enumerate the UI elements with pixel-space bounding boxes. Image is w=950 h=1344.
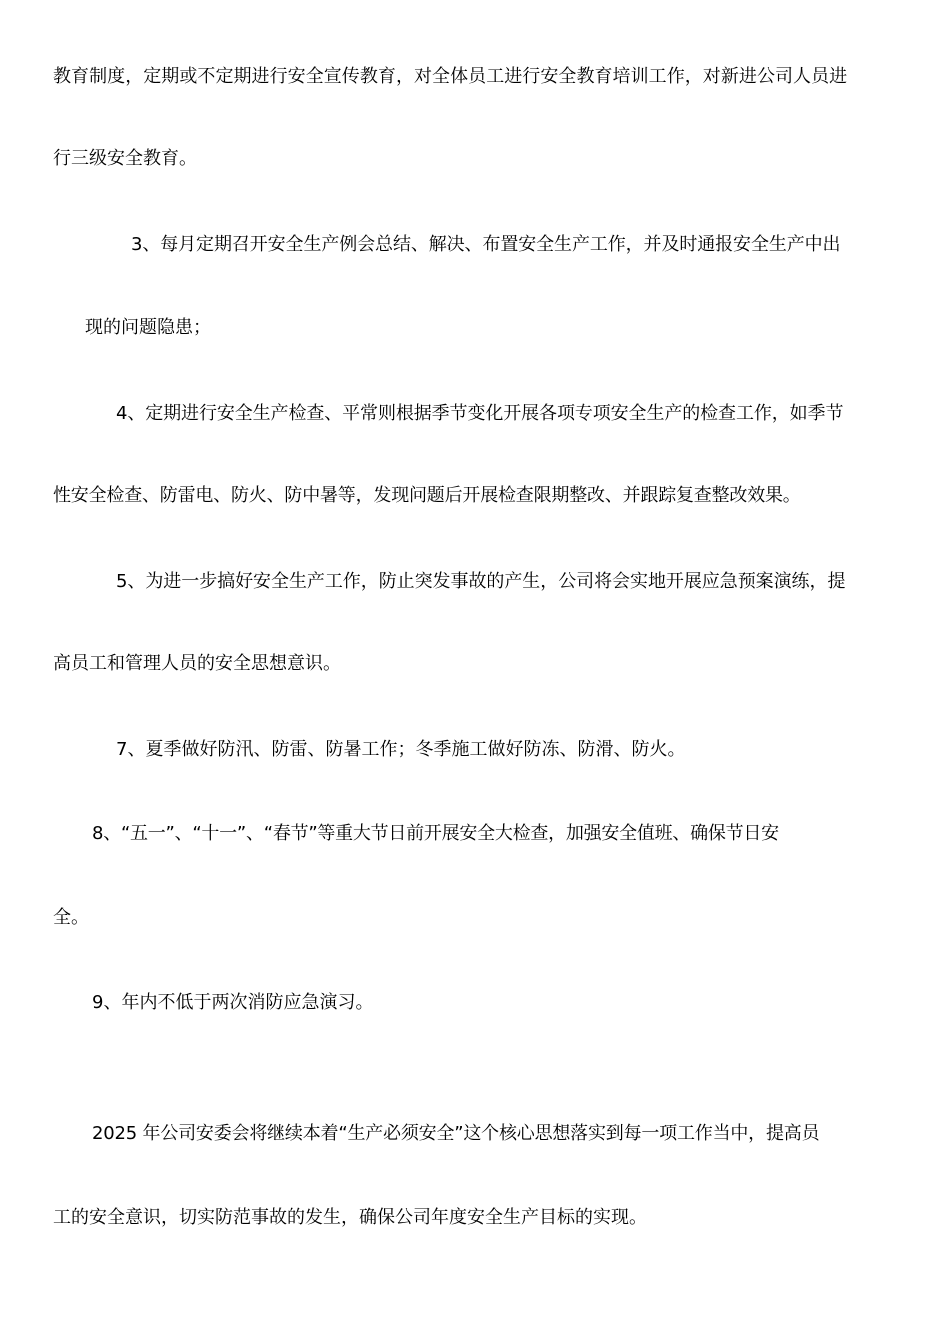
text-line-education-system: 教育制度，定期或不定期进行安全宣传教育，对全体员工进行安全教育培训工作，对新进公司人员进 xyxy=(53,66,848,87)
text-line-item-8: 8、“五一”、“十一”、“春节”等重大节日前开展安全大检查，加强安全值班、确保节日安 xyxy=(92,823,779,844)
text-line-item-5-continued: 高员工和管理人员的安全思想意识。 xyxy=(53,653,341,674)
text-line-summary-continued: 工的安全意识，切实防范事故的发生，确保公司年度安全生产目标的实现。 xyxy=(53,1207,647,1228)
text-line-item-3-continued: 现的问题隐患； xyxy=(85,317,211,338)
text-line-item-3: 3、每月定期召开安全生产例会总结、解决、布置安全生产工作，并及时通报安全生产中出 xyxy=(131,234,841,255)
text-line-three-level-education: 行三级安全教育。 xyxy=(53,148,197,169)
text-line-item-4: 4、定期进行安全生产检查、平常则根据季节变化开展各项专项安全生产的检查工作，如季节 xyxy=(116,403,844,424)
text-line-item-7: 7、夏季做好防汛、防雷、防暑工作；冬季施工做好防冻、防滑、防火。 xyxy=(116,739,686,760)
text-line-item-5: 5、为进一步搞好安全生产工作，防止突发事故的产生，公司将会实地开展应急预案演练，提 xyxy=(116,571,846,592)
text-line-item-9: 9、年内不低于两次消防应急演习。 xyxy=(92,992,374,1013)
text-line-item-8-continued: 全。 xyxy=(53,907,89,928)
text-line-summary: 2025 年公司安委会将继续本着“生产必须安全”这个核心思想落实到每一项工作当中，提高员 xyxy=(92,1123,820,1144)
text-line-item-4-continued: 性安全检查、防雷电、防火、防中暑等，发现问题后开展检查限期整改、并跟踪复查整改效果。 xyxy=(53,485,801,506)
